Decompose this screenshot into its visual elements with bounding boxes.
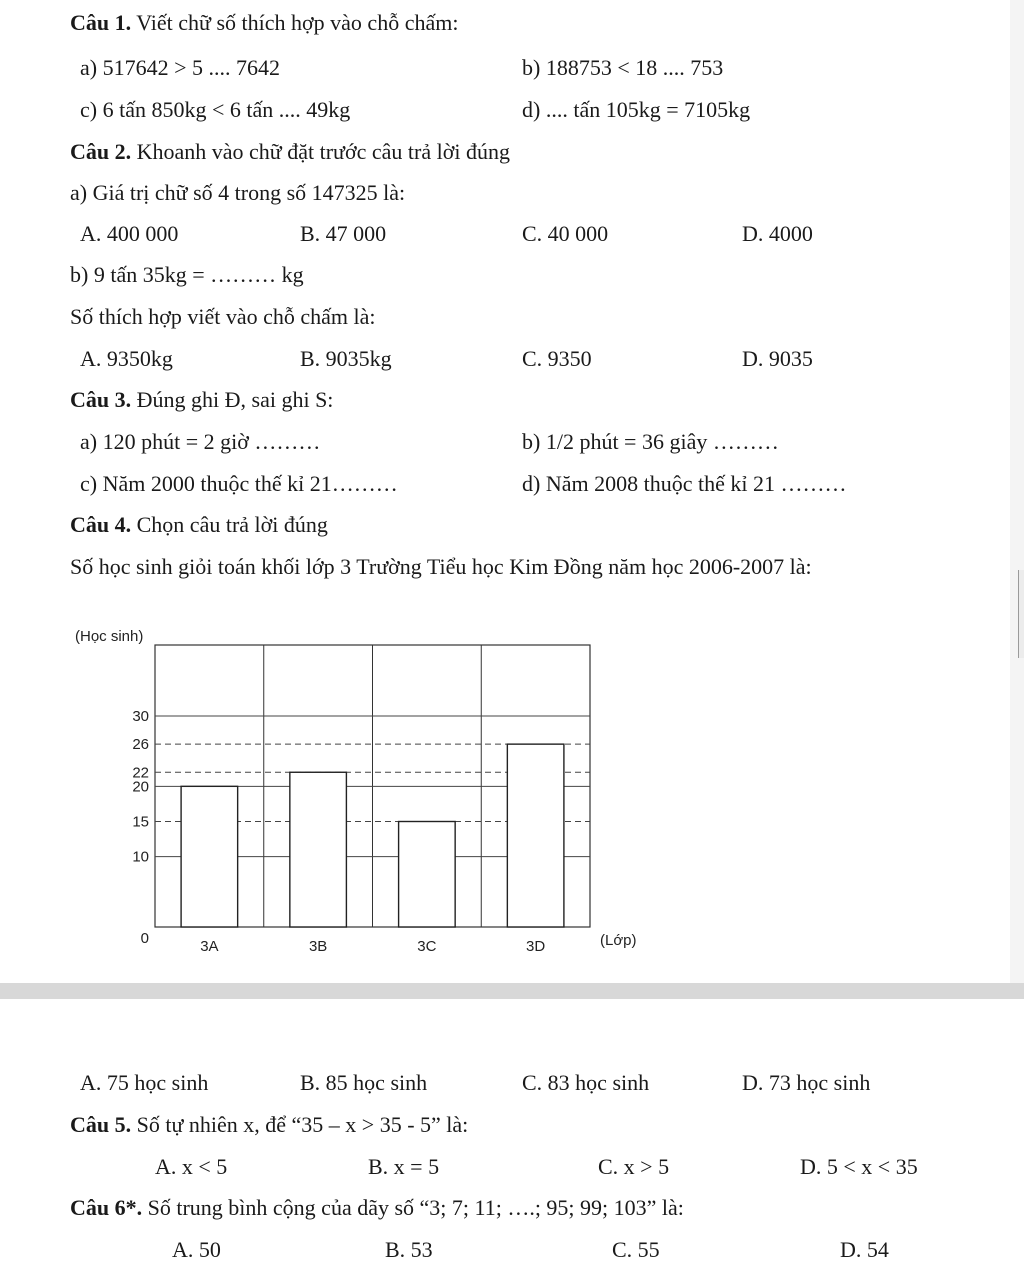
q2-a-prompt: a) Giá trị chữ số 4 trong số 147325 là: (70, 180, 406, 205)
q3-title: Câu 3. (70, 387, 132, 412)
q2-b-option-c[interactable]: C. 9350 (522, 346, 592, 371)
q2-a-option-b[interactable]: B. 47 000 (300, 221, 387, 246)
q5-title: Câu 5. (70, 1112, 132, 1137)
q3-prompt: Đúng ghi Đ, sai ghi S: (136, 387, 334, 412)
q5-prompt: Số tự nhiên x, để “35 – x > 35 - 5” là: (136, 1112, 469, 1137)
q1-item-b: b) 188753 < 18 .... 753 (522, 55, 724, 80)
q3-item-a: a) 120 phút = 2 giờ ……… (80, 429, 321, 454)
sheet-lower (0, 999, 1024, 1277)
q4-option-c[interactable]: C. 83 học sinh (522, 1070, 650, 1095)
q6-option-c[interactable]: C. 55 (612, 1237, 660, 1262)
y-tick-label: 30 (132, 708, 149, 725)
x-tick-label: 3D (526, 938, 546, 955)
x-axis-title: (Lớp) (600, 932, 637, 949)
y-tick-label: 10 (132, 848, 149, 866)
y-tick-label: 26 (132, 736, 149, 754)
page-divider (0, 983, 1024, 999)
q2-b-option-b[interactable]: B. 9035kg (300, 346, 392, 371)
x-tick-label: 3C (417, 938, 437, 955)
q6-heading (70, 1195, 684, 1221)
q2-b-subprompt: Số thích hợp viết vào chỗ chấm là: (70, 304, 376, 329)
q1-heading (70, 10, 458, 36)
q4-prompt: Chọn câu trả lời đúng (136, 512, 328, 537)
q2-prompt: Khoanh vào chữ đặt trước câu trả lời đúng (136, 139, 510, 164)
bar-3d (507, 744, 564, 927)
q4-title: Câu 4. (70, 512, 132, 537)
q3-item-b: b) 1/2 phút = 36 giây ……… (522, 429, 779, 454)
q4-heading (70, 512, 328, 538)
q2-b-prompt: b) 9 tấn 35kg = ……… kg (70, 262, 304, 287)
scrollbar-edge[interactable] (1018, 570, 1024, 658)
q2-a-option-a[interactable]: A. 400 000 (80, 221, 179, 246)
y-tick-label: 0 (140, 930, 149, 947)
q6-title: Câu 6*. (70, 1195, 143, 1220)
chart-svg (60, 630, 660, 960)
x-tick-label: 3B (308, 938, 328, 955)
q6-option-a[interactable]: A. 50 (172, 1237, 221, 1262)
q3-item-d: d) Năm 2008 thuộc thế kỉ 21 ……… (522, 471, 847, 496)
q5-heading (70, 1112, 468, 1138)
q5-option-c[interactable]: C. x > 5 (598, 1154, 670, 1179)
q2-b-option-a[interactable]: A. 9350kg (80, 346, 173, 371)
q2-b-option-d[interactable]: D. 9035 (742, 346, 813, 371)
y-tick-label: 15 (132, 813, 149, 831)
bar-3a (181, 786, 238, 927)
q4-option-b[interactable]: B. 85 học sinh (300, 1070, 428, 1095)
q5-option-b[interactable]: B. x = 5 (368, 1154, 440, 1179)
q1-prompt: Viết chữ số thích hợp vào chỗ chấm: (136, 10, 459, 35)
bar-chart (60, 630, 660, 960)
q6-option-b[interactable]: B. 53 (385, 1237, 433, 1262)
y-tick-label: 22 (132, 764, 149, 782)
q4-statement: Số học sinh giỏi toán khối lớp 3 Trường Tiểu học Kim Đồng năm học 2006-2007 là: (70, 554, 812, 579)
q2-title: Câu 2. (70, 139, 132, 164)
q2-heading (70, 139, 510, 165)
q5-option-a[interactable]: A. x < 5 (155, 1154, 228, 1179)
q1-item-c: c) 6 tấn 850kg < 6 tấn .... 49kg (80, 97, 351, 122)
x-tick-label: 3A (200, 938, 219, 955)
bar-3b (290, 772, 347, 927)
q6-prompt: Số trung bình cộng của dãy số “3; 7; 11; ….; 95; 99; 103” là: (147, 1195, 684, 1220)
q5-option-d[interactable]: D. 5 < x < 35 (800, 1154, 918, 1179)
q2-a-option-c[interactable]: C. 40 000 (522, 221, 609, 246)
q1-item-a: a) 517642 > 5 .... 7642 (80, 55, 280, 80)
y-tick-label: 20 (132, 778, 149, 796)
q2-a-option-d[interactable]: D. 4000 (742, 221, 813, 246)
q4-option-a[interactable]: A. 75 học sinh (80, 1070, 209, 1095)
q1-title: Câu 1. (70, 10, 132, 35)
q4-option-d[interactable]: D. 73 học sinh (742, 1070, 871, 1095)
q6-option-d[interactable]: D. 54 (840, 1237, 889, 1262)
q3-heading (70, 387, 333, 413)
q3-item-c: c) Năm 2000 thuộc thế kỉ 21……… (80, 471, 398, 496)
bar-3c (399, 822, 456, 928)
y-axis-title: (Học sinh) (75, 630, 144, 645)
q1-item-d: d) .... tấn 105kg = 7105kg (522, 97, 751, 122)
